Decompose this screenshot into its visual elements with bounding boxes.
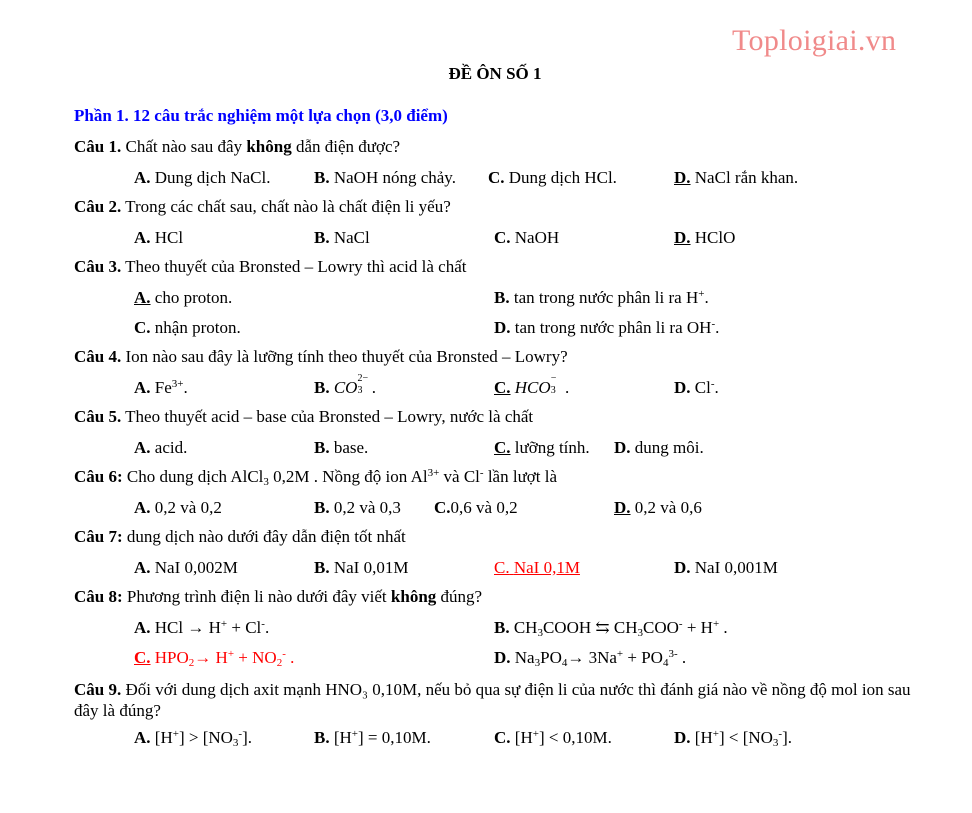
q3-option-c: C. nhận proton. xyxy=(134,318,241,337)
q8-option-a: A. HCl → H+ + Cl-. xyxy=(134,618,270,637)
question-8: Câu 8: Phương trình điện li nào dưới đây viết không đúng? xyxy=(74,587,483,606)
q8-option-b: B. $CH_3COOH$ ⇆ $CH_3COO^- + H^+$ . xyxy=(494,618,728,639)
q3-option-a: A. cho proton. xyxy=(134,288,233,307)
q1-option-c: C. Dung dịch HCl. xyxy=(488,168,617,187)
q3-option-d: D. tan trong nước phân li ra OH-. xyxy=(494,318,720,337)
question-6: Câu 6: Cho dung dịch AlCl$_3$ 0,2M . Nồng độ ion $Al^{3+}$ và Cl- lần lượt là xyxy=(74,467,558,488)
q8-option-c: C. $HPO_2\to H^+ + NO_2^-$ . xyxy=(134,648,295,669)
q6-option-c: C.0,6 và 0,2 xyxy=(434,498,518,517)
q2-option-b: B. NaCl xyxy=(314,228,370,247)
q7-option-a: A. NaI 0,002M xyxy=(134,558,238,577)
q4-option-d: D. Cl-. xyxy=(674,378,719,397)
section-heading: Phần 1. 12 câu trắc nghiệm một lựa chọn (3,0 điểm) xyxy=(74,106,448,125)
q4-option-b: B. CO 2− 3 . xyxy=(314,373,376,397)
question-9: Câu 9. Đối với dung dịch axit mạnh HNO₃ 0,10M, nếu bỏ qua sự điện li của nước thì đánh giá nào về nồng độ mol ion sau đây là đúng? xyxy=(74,680,911,720)
q5-option-d: D. dung môi. xyxy=(614,438,704,457)
q5-option-a: A. acid. xyxy=(134,438,188,457)
question-7: Câu 7: dung dịch nào dưới đây dẫn điện tốt nhất xyxy=(74,527,406,546)
q7-option-b: B. NaI 0,01M xyxy=(314,558,409,577)
question-3: Câu 3. Theo thuyết của Bronsted – Lowry thì acid là chất xyxy=(74,257,467,276)
q5-option-c: C. lưỡng tính. xyxy=(494,438,590,457)
q5-option-b: B. base. xyxy=(314,438,369,457)
page-title: ĐỀ ÔN SỐ 1 xyxy=(448,64,542,83)
question-1: Câu 1. Chất nào sau đây không dẫn điện được? xyxy=(74,137,401,156)
q2-option-c: C. NaOH xyxy=(494,228,560,247)
q1-option-a: A. Dung dịch NaCl. xyxy=(134,168,271,187)
q1-option-d: D. NaCl rắn khan. xyxy=(674,168,799,187)
q3-option-b: B. tan trong nước phân li ra H+. xyxy=(494,288,709,307)
watermark-logo: Toploigiai.vn xyxy=(732,24,897,57)
q6-option-a: A. 0,2 và 0,2 xyxy=(134,498,222,517)
q7-option-c: C. NaI 0,1M xyxy=(494,558,580,577)
q8-option-d: D. $Na_3PO_4\to 3Na^+ + PO_4^{3-}$ . xyxy=(494,648,687,669)
q4-option-c: C. HCO − 3 . xyxy=(494,373,570,397)
q7-option-d: D. NaI 0,001M xyxy=(674,558,778,577)
q9-option-d: D. $[H^+] < [NO_3^-]$. xyxy=(674,728,793,749)
question-2: Câu 2. Trong các chất sau, chất nào là chất điện li yếu? xyxy=(74,197,451,216)
question-4: Câu 4. Ion nào sau đây là lưỡng tính theo thuyết của Bronsted – Lowry? xyxy=(74,347,568,366)
q6-option-b: B. 0,2 và 0,3 xyxy=(314,498,401,517)
q2-option-a: A. HCl xyxy=(134,228,184,247)
q9-option-c: C. [H+] < 0,10M. xyxy=(494,728,612,747)
q6-option-d: D. 0,2 và 0,6 xyxy=(614,498,702,517)
q1-option-b: B. NaOH nóng chảy. xyxy=(314,168,456,187)
q4-option-a: A. $Fe^{3+}$. xyxy=(134,378,188,397)
q2-option-d: D. HClO xyxy=(674,228,736,247)
q9-option-b: B. [H+] = 0,10M. xyxy=(314,728,431,747)
question-5: Câu 5. Theo thuyết acid – base của Bronsted – Lowry, nước là chất xyxy=(74,407,534,426)
q9-option-a: A. $[H^+] > [NO_3^-]$. xyxy=(134,728,253,749)
